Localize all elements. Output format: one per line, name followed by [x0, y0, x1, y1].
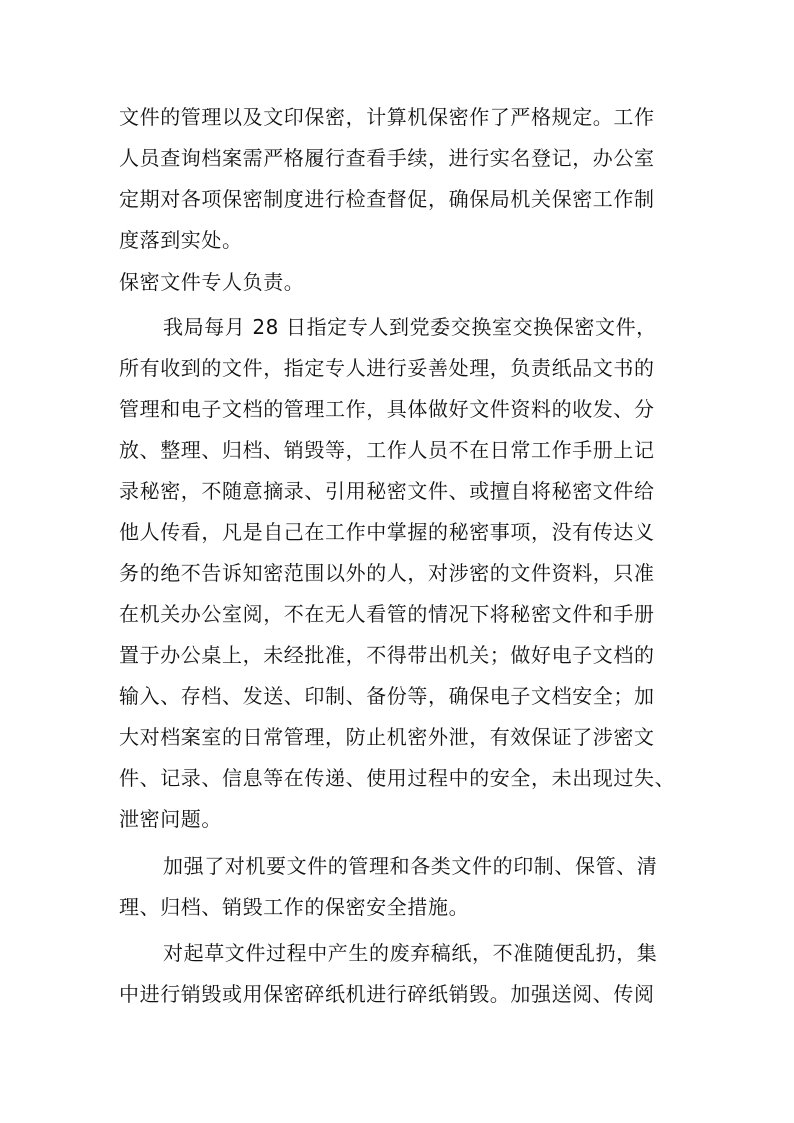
text-line: 度落到实处。 [119, 228, 243, 252]
text-line: 所有收到的文件，指定专人进行妥善处理，负责纸品文书的 [119, 356, 655, 380]
text-line: 录秘密，不随意摘录、引用秘密文件、或擅自将秘密文件给 [119, 479, 655, 503]
paragraph-first-line: 对起草文件过程中产生的废弃稿纸，不准随便乱扔，集 [163, 941, 658, 965]
text-line: 大对档案室的日常管理，防止机密外泄，有效保证了涉密文 [119, 725, 655, 749]
text-line: 定期对各项保密制度进行检查督促，确保局机关保密工作制 [119, 187, 655, 211]
text-line: 务的绝不告诉知密范围以外的人，对涉密的文件资料，只准 [119, 561, 655, 585]
text-line: 文件的管理以及文印保密，计算机保密作了严格规定。工作 [119, 105, 655, 129]
text-line: 件、记录、信息等在传递、使用过程中的安全，未出现过失、 [119, 766, 676, 790]
paragraph-first-line: 加强了对机要文件的管理和各类文件的印制、保管、清 [163, 854, 658, 878]
section-heading: 保密文件专人负责。 [119, 270, 305, 294]
text-line: 放、整理、归档、销毁等，工作人员不在日常工作手册上记 [119, 438, 655, 462]
text-line: 置于办公桌上，未经批准，不得带出机关；做好电子文档的 [119, 643, 655, 667]
text-line: 人员查询档案需严格履行查看手续，进行实名登记，办公室 [119, 146, 655, 170]
text-line: 理、归档、销毁工作的保密安全措施。 [119, 895, 470, 919]
text-line: 管理和电子文档的管理工作，具体做好文件资料的收发、分 [119, 397, 655, 421]
text-line: 输入、存档、发送、印制、备份等，确保电子文档安全；加 [119, 684, 655, 708]
paragraph-first-line: 我局每月 28 日指定专人到党委交换室交换保密文件， [163, 315, 657, 339]
text-line: 泄密问题。 [119, 807, 222, 831]
text-line: 中进行销毁或用保密碎纸机进行碎纸销毁。加强送阅、传阅 [119, 982, 655, 1006]
text-line: 他人传看，凡是自己在工作中掌握的秘密事项，没有传达义 [119, 520, 655, 544]
text-line: 在机关办公室阅，不在无人看管的情况下将秘密文件和手册 [119, 602, 655, 626]
